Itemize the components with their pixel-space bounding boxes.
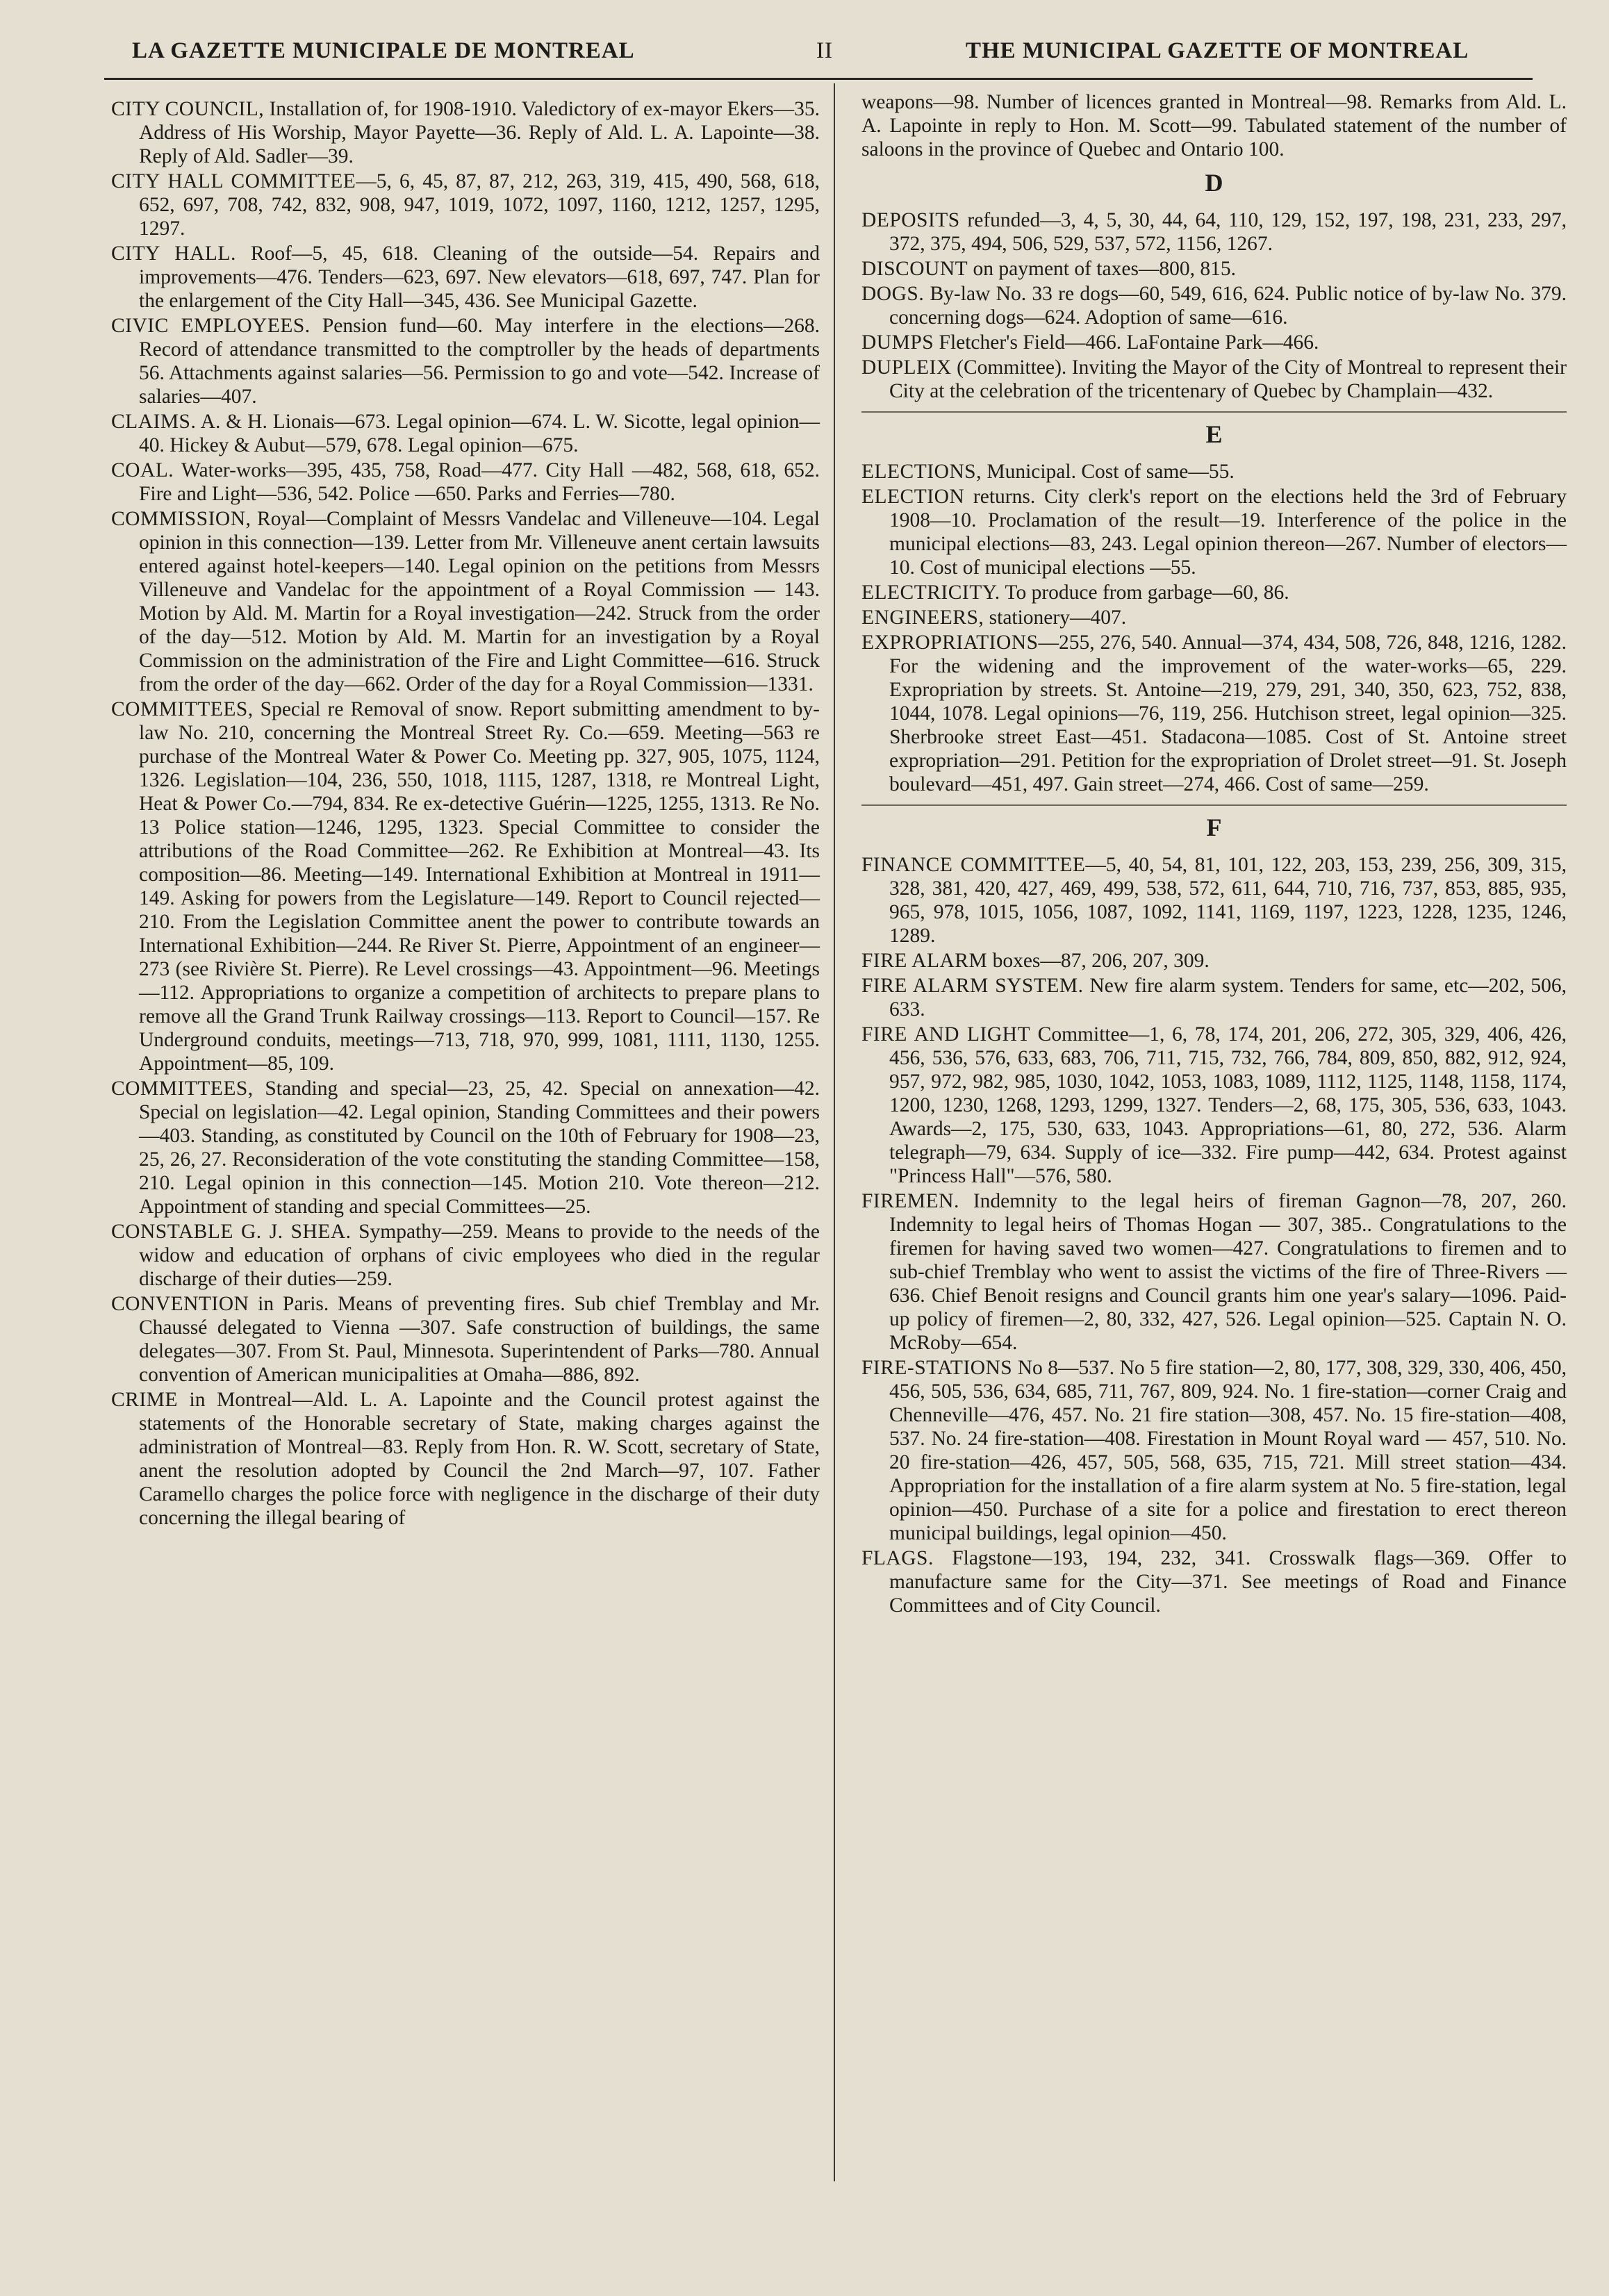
entry-body: in Paris. Means of preventing fires. Sub chief Tremblay and Mr. Chaussé delegated to Vienna —307. Safe construction of buildings, the same delegates—307. From St. Paul, Minnesota. Superintendent of Parks—780. Annual convention of American municipalities at Omaha—886, 892. <box>139 1293 820 1386</box>
entry-heading: FIRE AND LIGHT <box>861 1023 1031 1046</box>
entry-heading: DUPLEIX <box>861 356 952 379</box>
entry-heading: CONVENTION <box>111 1293 249 1315</box>
entry-body: Fletcher's Field—466. LaFontaine Park—466. <box>934 331 1319 354</box>
index-entry <box>111 1388 820 1530</box>
entry-heading: ELECTRICITY. <box>861 581 1000 604</box>
entry-heading: EXPROPRIATIONS <box>861 631 1039 654</box>
entry-body: No 8—537. No 5 fire station—2, 80, 177, 308, 329, 330, 406, 450, 456, 505, 536, 634, 685, 711, 767, 809, 924. No. 1 fire-station—corner Craig and Chenneville—476, 457. No. 21 fire station—308, 457. No. 15 fire-station—408, 537. No. 24 fire-station—408. Firestation in Mount Royal ward — 457, 510. No. 20 fire-station—426, 457, 505, 568, 635, 715, 721. Mill street station—434. Appropriation for the installation of a fire alarm system at No. 5 fire-station, legal opinion—450. Purchase of a site for a police and firestation to erect thereon municipal buildings, legal opinion—450. <box>889 1357 1567 1544</box>
index-entry <box>861 356 1567 403</box>
index-entry <box>861 1356 1567 1545</box>
entry-body: Installation of, for 1908-1910. Valedictory of ex-mayor Ekers—35. Address of His Worship, Mayor Payette—36. Reply of Ald. L. A. Lapointe—38. Reply of Ald. Sadler—39. <box>139 98 820 167</box>
index-entry <box>861 485 1567 579</box>
entry-heading: CITY COUNCIL, <box>111 98 265 120</box>
entry-heading: COMMISSION, <box>111 508 251 530</box>
header-rule <box>104 78 1533 80</box>
index-entry <box>861 631 1567 796</box>
entry-body: To produce from garbage—60, 86. <box>1000 581 1289 604</box>
entry-heading: FIREMEN. <box>861 1190 959 1212</box>
entry-body: New fire alarm system. Tenders for same, etc—202, 506, 633. <box>889 975 1567 1021</box>
section-rule <box>861 804 1567 806</box>
index-entry <box>111 314 820 408</box>
index-entry <box>111 697 820 1075</box>
index-entry <box>861 853 1567 948</box>
entry-body: Water-works—395, 435, 758, Road—477. City Hall —482, 568, 618, 652. Fire and Light—536, 542. Police —650. Parks and Ferries—780. <box>139 459 820 505</box>
index-entry <box>111 170 820 240</box>
entry-body: Indemnity to the legal heirs of fireman Gagnon—78, 207, 260. Indemnity to legal heirs of Thomas Hogan — 307, 385.. Congratulations to the firemen for having saved two women—427. Congratulations to firemen and to sub-chief Tremblay who went to assist the victims of the fire of Three-Rivers —636. Chief Benoit resigns and Council grants him one year's salary—1096. Paid-up policy of firemen—2, 80, 332, 427, 526. Legal opinion—525. Captain N. O. McRoby—654. <box>889 1190 1567 1354</box>
section-letter: F <box>1206 813 1222 841</box>
entry-heading: DUMPS <box>861 331 934 354</box>
entry-body: Royal—Complaint of Messrs Vandelac and Villeneuve—104. Legal opinion in this connection—139. Letter from Mr. Villeneuve anent certain lawsuits entered against hotel-keepers—140. Legal opinion on the petitions from Messrs Villeneuve and Vandelac for the appointment of a Royal Commission — 143. Motion by Ald. M. Martin for a Royal investigation—242. Struck from the order of the day—512. Motion by Ald. M. Martin for an investigation by a Royal Commission on the administration of the Fire and Light Committee—616. Struck from the order of the day—662. Order of the day for a Royal Commission—1331. <box>139 508 820 695</box>
entry-heading: COMMITTEES, <box>111 698 254 720</box>
entry-heading: CITY HALL COMMITTEE <box>111 170 356 192</box>
section-rule <box>861 411 1567 413</box>
entry-heading: FLAGS. <box>861 1547 934 1569</box>
entry-body: —255, 276, 540. Annual—374, 434, 508, 726, 848, 1216, 1282. For the widening and the improvement of the water-works—65, 229. Expropriation by streets. St. Antoine—219, 279, 291, 340, 350, 623, 752, 838, 1044, 1078. Legal opinions—76, 119, 256. Hutchison street, legal opinion—325. Sherbrooke street East—451. Stadacona—1085. Cost of St. Antoine street expropriation—291. Petition for the expropriation of Drolet street—91. St. Joseph boulevard—451, 497. Gain street—274, 466. Cost of same—259. <box>889 631 1567 795</box>
index-entry <box>861 331 1567 354</box>
section-letter: D <box>1205 169 1223 197</box>
column-divider <box>834 83 835 2181</box>
entry-body: Sympathy—259. Means to provide to the needs of the widow and education of orphans of civic employees who died in the regular discharge of their duties—259. <box>139 1221 820 1290</box>
entry-heading: FIRE ALARM <box>861 950 988 972</box>
entry-body: Special re Removal of snow. Report submitting amendment to by-law No. 210, concerning the Montreal Street Ry. Co.—659. Meeting—563 re purchase of the Montreal Water & Power Co. Meeting pp. 327, 905, 1075, 1124, 1326. Legislation—104, 236, 550, 1018, 1115, 1287, 1318, re Montreal Light, Heat & Power Co.—794, 834. Re ex-detective Guérin—1225, 1255, 1313. Re No. 13 Police station—1246, 1295, 1323. Special Committee to consider the attributions of the Road Committee—262. Re Exhibition at Montreal—43. Its composition—86. Meeting—149. International Exhibition at Montreal in 1911—149. Asking for powers from the Legislature—149. Report to Council rejected—210. From the Legislation Committee anent the power to contribute towards an International Exhibition—244. Re River St. Pierre, Appointment of an engineer—273 (see Rivière St. Pierre). Re Level crossings—43. Appointment—96. Meetings—112. Appropriations to organize a competition of architects to prepare plans to remove all the Grand Trunk Railway crossings—113. Report to Council—157. Re Underground conduits, meetings—713, 718, 970, 999, 1081, 1111, 1130, 1255. Appointment—85, 109. <box>139 698 820 1075</box>
entry-heading: ENGINEERS, <box>861 606 984 629</box>
index-entry <box>111 97 820 168</box>
page-number: II <box>816 38 833 63</box>
entry-body: refunded—3, 4, 5, 30, 44, 64, 110, 129, 152, 197, 198, 231, 233, 297, 372, 375, 494, 506, 529, 537, 572, 1156, 1267. <box>889 209 1567 255</box>
index-entry <box>861 974 1567 1021</box>
entry-heading: CIVIC EMPLOYEES. <box>111 315 311 337</box>
continuation-text: weapons—98. Number of licences granted in Montreal—98. Remarks from Ald. L. A. Lapointe in reply to Hon. M. Scott—99. Tabulated statement of the number of saloons in the province of Quebec and Ontario 100. <box>861 91 1567 160</box>
entry-heading: FIRE ALARM SYSTEM. <box>861 975 1084 997</box>
entry-body: (Committee). Inviting the Mayor of the City of Montreal to represent their City at the celebration of the tricentenary of Quebec by Champlain—432. <box>889 356 1567 402</box>
index-entry <box>861 581 1567 604</box>
index-entry <box>861 1546 1567 1617</box>
section-letter: E <box>1205 420 1223 448</box>
entry-heading: CITY HALL. <box>111 242 236 265</box>
header-french-title: LA GAZETTE MUNICIPALE DE MONTREAL <box>132 38 635 63</box>
index-entry <box>861 606 1567 629</box>
index-entry <box>861 1189 1567 1355</box>
index-entry <box>861 282 1567 329</box>
entry-heading: CONSTABLE G. J. SHEA. <box>111 1221 352 1243</box>
entry-body: Flagstone—193, 194, 232, 341. Crosswalk flags—369. Offer to manufacture same for the City—371. See meetings of Road and Finance Committees and of City Council. <box>889 1547 1567 1617</box>
page-header <box>132 38 1526 80</box>
index-entry <box>111 1292 820 1387</box>
entry-body: in Montreal—Ald. L. A. Lapointe and the Council protest against the statements of the Honorable secretary of State, making charges against the administration of Montreal—83. Reply from Hon. R. W. Scott, secretary of State, anent the resolution adopted by Council the 2nd March—97, 107. Father Caramello charges the police force with negligence in the discharge of their duty concerning the illegal bearing of <box>139 1389 820 1529</box>
index-entry <box>111 1220 820 1291</box>
entry-body: stationery—407. <box>984 606 1127 629</box>
entry-body: Standing and special—23, 25, 42. Special on annexation—42. Special on legislation—42. Legal opinion, Standing Committees and their powers—403. Standing, as constituted by Council on the 10th of February for 1908—23, 25, 26, 27. Reconsideration of the vote constituting the standing Committee—158, 210. Legal opinion in this connection—145. Motion 210. Vote thereon—212. Appointment of standing and special Committees—25. <box>139 1077 820 1218</box>
index-entry <box>111 242 820 313</box>
entry-heading: DISCOUNT <box>861 258 968 280</box>
index-entry <box>861 460 1567 484</box>
entry-heading: DEPOSITS <box>861 209 960 231</box>
entry-body: returns. City clerk's report on the elections held the 3rd of February 1908—10. Proclamation of the result—19. Interference of the police in the municipal elections—83, 243. Legal opinion thereon—267. Number of electors—10. Cost of municipal elections —55. <box>889 486 1567 579</box>
entry-body: Pension fund—60. May interfere in the elections—268. Record of attendance transmitted to the comptroller by the heads of departments 56. Attachments against salaries—56. Permission to go and vote—542. Increase of salaries—407. <box>139 315 820 408</box>
entry-body: Committee—1, 6, 78, 174, 201, 206, 272, 305, 329, 406, 426, 456, 536, 576, 633, 683, 706, 711, 715, 732, 766, 784, 809, 850, 882, 912, 924, 957, 972, 982, 985, 1030, 1042, 1053, 1083, 1089, 1112, 1125, 1148, 1158, 1174, 1200, 1230, 1268, 1293, 1299, 1327. Tenders—2, 68, 175, 305, 536, 633, 1043. Awards—2, 175, 530, 633, 1043. Appropriations—61, 80, 272, 536. Alarm telegraph—79, 634. Supply of ice—332. Fire pump—442, 634. Protest against "Princess Hall"—576, 580. <box>889 1023 1567 1187</box>
entry-body: —5, 40, 54, 81, 101, 122, 203, 153, 239, 256, 309, 315, 328, 381, 420, 427, 469, 499, 538, 572, 611, 644, 710, 716, 737, 853, 885, 935, 965, 978, 1015, 1056, 1087, 1092, 1141, 1169, 1197, 1223, 1228, 1235, 1246, 1289. <box>889 854 1567 947</box>
entry-body: Roof—5, 45, 618. Cleaning of the outside—54. Repairs and improvements—476. Tenders—623, 697. New elevators—618, 697, 747. Plan for the enlargement of the City Hall—345, 436. See Municipal Gazette. <box>139 242 820 312</box>
index-entry <box>111 1077 820 1219</box>
index-entry <box>111 507 820 696</box>
entry-heading: FIRE-STATIONS <box>861 1357 1013 1379</box>
entry-heading: CRIME <box>111 1389 178 1411</box>
entry-body: Municipal. Cost of same—55. <box>981 461 1235 483</box>
entry-body: A. & H. Lionais—673. Legal opinion—674. L. W. Sicotte, legal opinion—40. Hickey & Aubut—579, 678. Legal opinion—675. <box>139 411 820 456</box>
index-entry <box>111 410 820 457</box>
entry-body: —5, 6, 45, 87, 87, 212, 263, 319, 415, 490, 568, 618, 652, 697, 708, 742, 832, 908, 947, 1019, 1072, 1097, 1160, 1212, 1257, 1295, 1297. <box>139 170 820 240</box>
entry-body: boxes—87, 206, 207, 309. <box>987 950 1210 972</box>
entry-heading: DOGS. <box>861 283 925 305</box>
entry-body: on payment of taxes—800, 815. <box>968 258 1237 280</box>
entry-heading: ELECTION <box>861 486 965 508</box>
index-entry <box>111 459 820 506</box>
entry-heading: ELECTIONS, <box>861 461 982 483</box>
entry-heading: FINANCE COMMITTEE <box>861 854 1086 876</box>
right-column <box>861 90 1567 1619</box>
entry-body: By-law No. 33 re dogs—60, 549, 616, 624. Public notice of by-law No. 379. concerning dogs—624. Adoption of same—616. <box>889 283 1567 329</box>
entry-heading: COMMITTEES, <box>111 1077 254 1100</box>
header-english-title: THE MUNICIPAL GAZETTE OF MONTREAL <box>966 38 1469 63</box>
index-entry <box>861 1023 1567 1188</box>
index-entry <box>861 208 1567 256</box>
entry-heading: CLAIMS. <box>111 411 197 433</box>
index-entry <box>861 257 1567 281</box>
left-column <box>111 97 820 1531</box>
entry-heading: COAL. <box>111 459 174 481</box>
index-entry <box>861 949 1567 973</box>
